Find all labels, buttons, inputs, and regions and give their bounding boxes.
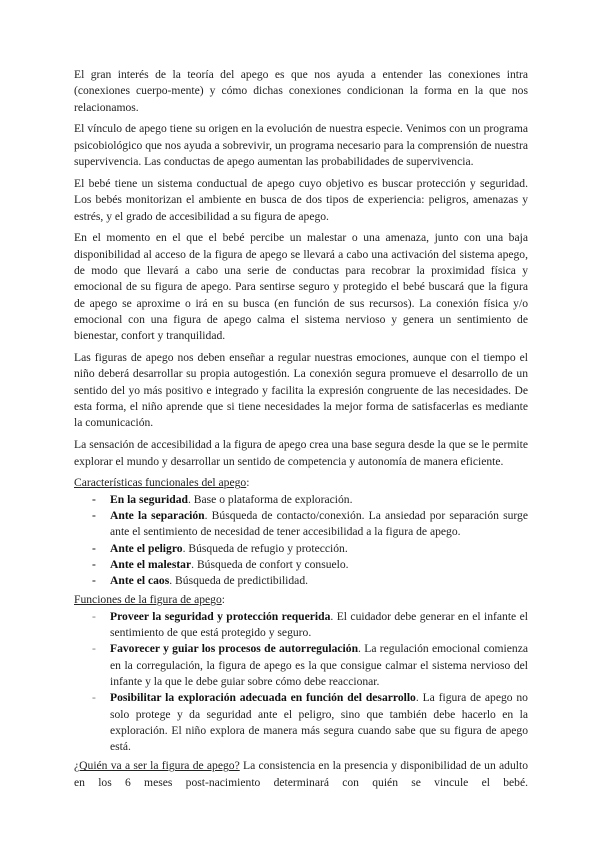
heading-colon: : — [221, 593, 226, 607]
item-text: . Búsqueda de predictibilidad. — [169, 574, 309, 588]
list-item — [74, 641, 528, 690]
heading-colon: : — [246, 476, 250, 490]
item-term: En la seguridad — [110, 492, 188, 506]
list-item — [74, 609, 528, 642]
paragraph: La sensación de accesibilidad a la figura de apego crea una base segura desde la que se le permite explorar el mundo y desarrollar un sentido de competencia y autonomía de manera eficiente. — [74, 438, 528, 468]
bullet-dash: - — [92, 541, 96, 555]
item-text: . La regulación emocional comienza en la corregulación, la figura de apego es la que consigue calmar el sistema nervioso del infante y la que le debe guiar sobre cómo debe reaccionar. — [110, 642, 529, 688]
bullet-dash: - — [92, 574, 96, 588]
paragraph: El bebé tiene un sistema conductual de apego cuyo objetivo es buscar protección y seguridad. Los bebés monitorizan el ambiente en busca de dos tipos de experiencia: peligros, amenazas y estrés, y el grado de accesibilidad a su figura de apego. — [74, 176, 528, 223]
list-item — [74, 508, 528, 541]
heading-text: Funciones de la figura de apego — [74, 593, 222, 607]
item-text: . El cuidador debe generar en el infante el sentimiento de que está protegido y seguro. — [110, 609, 528, 640]
item-text: . La figura de apego no solo protege y da seguridad ante el peligro, sino que también debe hacerlo en la exploración. El niño explora de manera más segura cuando sabe que su figura de apego está. — [110, 691, 528, 754]
item-text: . Búsqueda de confort y consuelo. — [191, 557, 349, 571]
bullet-dash: - — [92, 609, 96, 623]
paragraph: Las figuras de apego nos deben enseñar a regular nuestras emociones, aunque con el tiempo el niño deberá desarrollar su propia autogestión. La conexión segura promueve el desarrollo de un sentido del yo más positivo e integrado y facilita la expresión congruente de las necesidades. De esta forma, el niño aprende que si tiene necesidades la mejor forma de satisfacerlas es mediante la comunicación. — [74, 351, 528, 430]
bullet-dash: - — [92, 642, 96, 656]
item-term: Favorecer y guiar los procesos de autorregulación — [110, 642, 359, 656]
final-paragraph — [74, 758, 528, 791]
item-term: Posibilitar la exploración adecuada en función del desarrollo — [110, 691, 416, 705]
item-text: . Búsqueda de refugio y protección. — [182, 541, 348, 555]
list-item — [74, 541, 528, 557]
question-text: ¿Quién va a ser la figura de apego? — [74, 759, 240, 773]
bullet-dash: - — [92, 492, 96, 506]
bullet-dash: - — [92, 691, 96, 705]
list-item — [74, 573, 528, 589]
paragraph: El gran interés de la teoría del apego es que nos ayuda a entender las conexiones intra (conexiones cuerpo-mente) y cómo dichas conexiones condicionan la forma en la que nos relacionamos. — [74, 68, 528, 114]
item-term: Ante la separación — [110, 508, 205, 522]
final-text: La consistencia en la presencia y disponibilidad de un adulto en los 6 meses post-nacimiento determinará con quién se vincule el bebé. — [74, 759, 528, 789]
paragraph: En el momento en el que el bebé percibe un malestar o una amenaza, junto con una baja disponibilidad al acceso de la figura de apego se llevará a cabo una activación del sistema apego, de modo que llevará a cabo una serie de conductas para recobrar la proximidad física y emocional de su figura de apego. Para sentirse seguro y protegido el bebé buscará que la figura de apego se aproxime o irá en su busca (en función de sus recursos). La conexión física y/o emocional con una figura de apego calma el sistema nervioso y genera un sentimiento de bienestar, confort y tranquilidad. — [74, 231, 528, 343]
section-heading-caracteristicas — [74, 475, 528, 491]
item-term: Ante el malestar — [110, 557, 192, 571]
heading-text: Características funcionales del apego — [74, 476, 247, 490]
list-item — [74, 690, 528, 755]
caracteristicas-list — [74, 492, 528, 590]
item-text: . Búsqueda de contacto/conexión. La ansiedad por separación surge ante el sentimiento de necesidad de tener accesibilidad a la figura de apego. — [110, 508, 528, 539]
section-heading-funciones — [74, 592, 528, 608]
item-text: . Base o plataforma de exploración. — [187, 492, 353, 506]
item-term: Ante el caos — [110, 574, 170, 588]
list-item — [74, 557, 528, 573]
bullet-dash: - — [92, 557, 96, 571]
funciones-list — [74, 609, 528, 756]
item-term: Ante el peligro — [110, 541, 183, 555]
document-page — [74, 67, 528, 797]
paragraph: El vínculo de apego tiene su origen en la evolución de nuestra especie. Venimos con un programa psicobiológico que nos ayuda a sobrevivir, un programa necesario para la comprensión de nuestra supervivencia. Las conductas de apego aumentan las probabilidades de supervivencia. — [74, 122, 528, 169]
item-term: Proveer la seguridad y protección requerida — [110, 609, 331, 623]
bullet-dash: - — [92, 508, 96, 522]
list-item — [74, 492, 528, 508]
